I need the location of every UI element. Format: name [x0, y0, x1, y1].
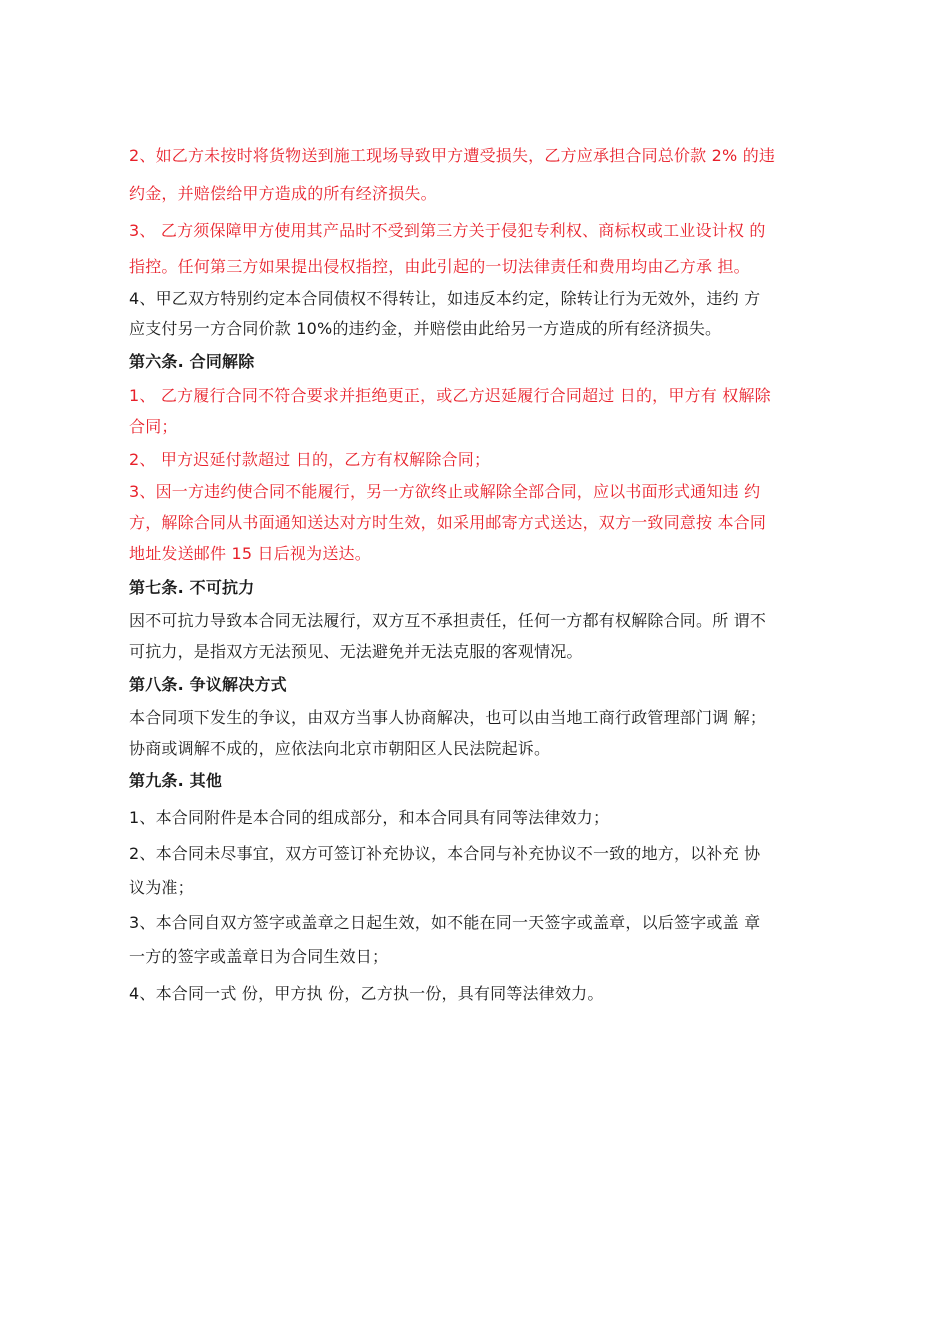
art9-item3-line-2: 一方的签字或盖章日为合同生效日；	[129, 947, 389, 966]
art6-item3-line-3: 地址发送邮件 15 日后视为送达。	[129, 544, 371, 563]
art6-item3-line-1: 3、因一方违约使合同不能履行，另一方欲终止或解除全部合同，应以书面形式通知违 约	[129, 482, 761, 501]
art9-item1-line-1: 1、本合同附件是本合同的组成部分，和本合同具有同等法律效力；	[129, 808, 610, 827]
art5-item4	[129, 284, 855, 344]
art9-item3	[129, 906, 855, 974]
art9-item2-line-1: 2、本合同未尽事宜，双方可签订补充协议，本合同与补充协议不一致的地方，以补充 协	[129, 844, 761, 863]
art5-item4-line-2: 应支付另一方合同价款 10%的违约金，并赔偿由此给另一方造成的所有经济损失。	[129, 319, 722, 338]
art7-body-line-1: 因不可抗力导致本合同无法履行，双方互不承担责任，任何一方都有权解除合同。所 谓不	[129, 611, 767, 630]
art6-item2	[129, 444, 855, 475]
art7-heading	[129, 573, 855, 603]
art5-item3-line-2: 指控。任何第三方如果提出侵权指控，由此引起的一切法律责任和费用均由乙方承 担。	[129, 257, 750, 276]
art8-body-line-1: 本合同项下发生的争议，由双方当事人协商解决，也可以由当地工商行政管理部门调 解；	[129, 708, 767, 727]
art9-item3-line-1: 3、本合同自双方签字或盖章之日起生效，如不能在同一天签字或盖章，以后签字或盖 章	[129, 913, 761, 932]
art5-item2-line-2: 约金，并赔偿给甲方造成的所有经济损失。	[129, 184, 437, 203]
art9-item1	[129, 801, 855, 835]
art9-item4	[129, 977, 855, 1011]
art6-item1	[129, 380, 855, 442]
art6-item1-line-2: 合同；	[129, 417, 178, 436]
art6-item1-line-1: 1、 乙方履行合同不符合要求并拒绝更正，或乙方迟延履行合同超过 日的，甲方有 权解除	[129, 386, 771, 405]
art8-body-line-2: 协商或调解不成的，应依法向北京市朝阳区人民法院起诉。	[129, 739, 551, 758]
art7-heading-text: 第七条. 不可抗力	[129, 578, 255, 597]
art5-item2-line-1: 2、如乙方未按时将货物送到施工现场导致甲方遭受损失，乙方应承担合同总价款 2% 的违	[129, 146, 776, 165]
art7-body-line-2: 可抗力，是指双方无法预见、无法避免并无法克服的客观情况。	[129, 642, 583, 661]
art8-body	[129, 702, 855, 764]
art5-item3	[129, 213, 855, 285]
art5-item2	[129, 137, 855, 213]
art5-item3-line-1: 3、 乙方须保障甲方使用其产品时不受到第三方关于侵犯专利权、商标权或工业设计权 的	[129, 221, 766, 240]
art9-heading	[129, 766, 855, 796]
art7-body	[129, 605, 855, 667]
art9-heading-text: 第九条. 其他	[129, 771, 223, 790]
art8-heading	[129, 670, 855, 700]
art9-item4-line-1: 4、本合同一式 份，甲方执 份，乙方执一份，具有同等法律效力。	[129, 984, 604, 1003]
art6-item3	[129, 476, 855, 569]
art6-item2-line-1: 2、 甲方迟延付款超过 日的，乙方有权解除合同；	[129, 450, 491, 469]
art9-item2-line-2: 议为准；	[129, 878, 194, 897]
art9-item2	[129, 837, 855, 905]
art5-item4-line-1: 4、甲乙双方特别约定本合同债权不得转让，如违反本约定，除转让行为无效外，违约 方	[129, 289, 761, 308]
art8-heading-text: 第八条. 争议解决方式	[129, 675, 287, 694]
art6-heading-text: 第六条. 合同解除	[129, 352, 255, 371]
art6-heading	[129, 347, 855, 377]
art6-item3-line-2: 方，解除合同从书面通知送达对方时生效，如采用邮寄方式送达，双方一致同意按 本合同	[129, 513, 767, 532]
